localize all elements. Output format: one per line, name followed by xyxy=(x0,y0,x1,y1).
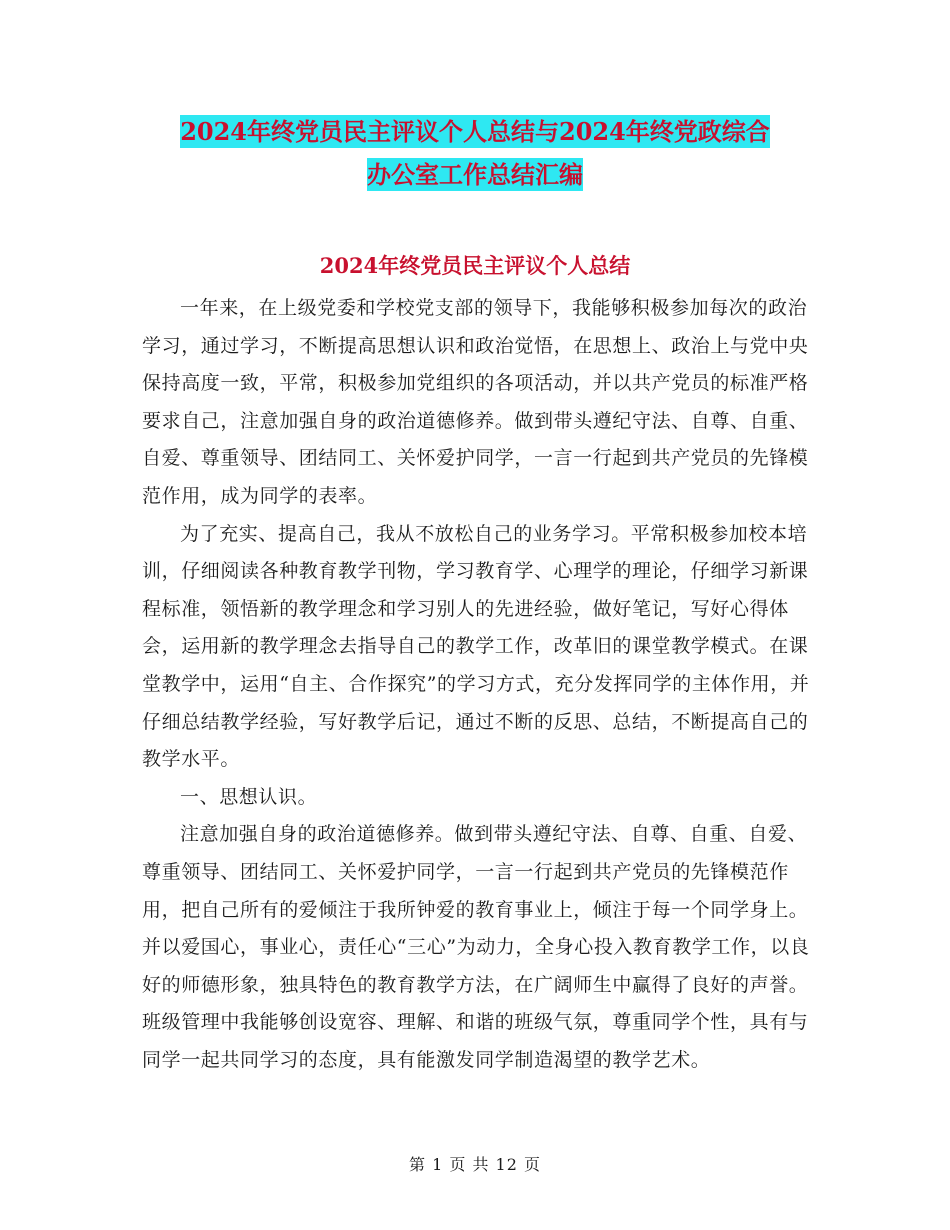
title-highlight-2: 办公室工作总结汇编 xyxy=(367,160,583,189)
document-body xyxy=(142,290,812,1079)
page-footer: 第 1 页 共 12 页 xyxy=(409,1155,541,1174)
paragraph-2: 为了充实、提高自己，我从不放松自己的业务学习。平常积极参加校本培训，仔细阅读各种教育教学刊物，学习教育学、心理学的理论，仔细学习新课程标准，领悟新的教学理念和学习别人的先进经验，做好笔记，写好心得体会，运用新的教学理念去指导自己的教学工作，改革旧的课堂教学模式。在课堂教学中，运用“自主、合作探究”的学习方式，充分发挥同学的主体作用，并仔细总结教学经验，写好教学后记，通过不断的反思、总结，不断提高自己的教学水平。 xyxy=(142,522,810,771)
paragraph-1: 一年来，在上级党委和学校党支部的领导下，我能够积极参加每次的政治学习，通过学习，不断提高思想认识和政治觉悟，在思想上、政治上与党中央保持高度一致，平常，积极参加党组织的各项活动，并以共产党员的标准严格要求自己，注意加强自身的政治道德修养。做到带头遵纪守法、自尊、自重、自爱、尊重领导、团结同工、关怀爱护同学，一言一行起到共产党员的先锋模范作用，成为同学的表率。 xyxy=(142,297,809,507)
document-title-line-2 xyxy=(0,160,950,190)
title-highlight-1: 2024年终党员民主评议个人总结与2024年终党政综合 xyxy=(180,117,770,146)
document-title-line-1 xyxy=(0,117,950,147)
section-heading-thought: 一、思想认识。 xyxy=(180,785,318,808)
paragraph-3: 注意加强自身的政治道德修养。做到带头遵纪守法、自尊、自重、自爱、尊重领导、团结同工、关怀爱护同学，一言一行起到共产党员的先锋模范作用，把自己所有的爱倾注于我所钟爱的教育事业上，倾注于每一个同学身上。并以爱国心，事业心，责任心“三心”为动力，全身心投入教育教学工作，以良好的师德形象，独具特色的教育教学方法，在广阔师生中赢得了良好的声誉。班级管理中我能够创设宽容、理解、和谐的班级气氛，尊重同学个性，具有与同学一起共同学习的态度，具有能激发同学制造渴望的教学艺术。 xyxy=(142,823,810,1071)
section-title: 2024年终党员民主评议个人总结 xyxy=(319,253,631,278)
